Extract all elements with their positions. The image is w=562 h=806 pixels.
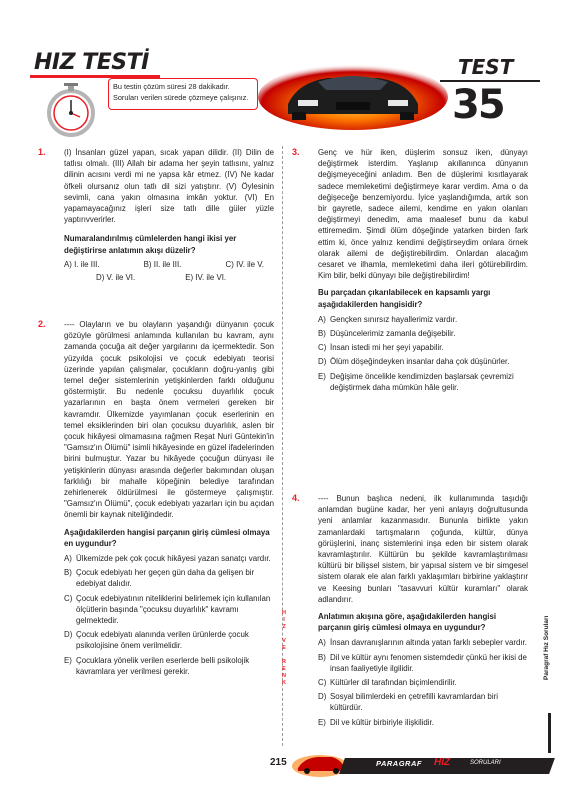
- sports-car-image: [258, 52, 448, 130]
- question-1: [38, 147, 274, 283]
- option-b[interactable]: B) II. ile III.: [143, 259, 182, 269]
- option-d[interactable]: D) V. ile VI.: [96, 273, 136, 283]
- option-b[interactable]: B) Düşüncelerimiz zamanla değişebilir.: [318, 329, 456, 339]
- page-number: 215: [270, 757, 287, 768]
- option-a[interactable]: A) Gençken sınırsız hayallerimiz vardır.: [318, 314, 458, 324]
- question-text: (I) İnsanları güzel yapan, sıcak yapan dilidir. (II) Dilin de tatlısı olmalı. (III) Allah bir adama her şeyin tatlısını, yalnız dilinin acısını verdi mi ne yapsa kâr etmez. (IV) Ne kadar öfkeli olursanız olun tatlı dil sizi yatıştırır. (V) Öylesinin sevimli, cana yakın olmasına imkân yoktur. (VI) En yapamayacağınız işleri size tatlı dille güler yüzle yaptırıvverirler.: [64, 148, 274, 225]
- footer-hiz: HIZ: [434, 757, 451, 768]
- option-e[interactable]: E) Değişime öncelikle kendimizden başlarsak çevremizi değiştirmek daha mümkün hâle gelir.: [318, 371, 514, 392]
- question-text: ---- Olayların ve bu olayların yaşandığı dünyanın çocuk gözüyle görülmesi anlamında kullanılan bu kavram, aynı zamanda çocuğa ait değer yargılarını da içermektedir. Son yüzyılda çocuk psikolojisi ve çocuk edebiyatı teorisi üzerinde yapılan çalışmalar, çocukların doğru-yanlış gibi temel değer sistemlerinin yetişkinlerden farklı olduğunu göstermiştir. Bu nedenle çocuksu duyarlılık çocuk yazarlarının en başta önem vermeleri gereken bir kavramdır. Ülkemizde yayımlanan çocuk eserlerinin en temel eksiklerinden biri olan çocuksu duyarlılık, aslen bir çocuk hikâyesi olmamasına rağmen Reşat Nuri Güntekin'in "Gamsız'ın Ölümü" isimli hikâyesinde en güzel ifadelerinden birini bulmuştur. Yazar bu hikâyede çocuğun dünyası ile yetişkinlerin dünyası arasında değerler bakımından oluşan farklılığı bir mahalle köpeğinin belediye tarafından zehirlenerek öldürülmesi ile göstermeye çalışmıştır. "Gamsız'ın Ölümü", çocuk edebiyatı yazarları için bu açıdan önemli bir kaynak niteliğindedir.: [64, 320, 274, 520]
- question-stem: Anlatımın akışına göre, aşağıdakilerden hangisi parçanın giriş cümlesi olmaya en uygundur?: [318, 612, 497, 633]
- option-e[interactable]: E) Dil ve kültür birbiriyle ilişkilidir.: [318, 717, 434, 727]
- info-line-1: Bu testin çözüm süresi 28 dakikadır.: [113, 82, 230, 91]
- option-b[interactable]: B) Dil ve kültür aynı fenomen sistemdedir çünkü her ikisi de insan faaliyetiyle ilgilidir.: [318, 652, 527, 673]
- question-number: 1.: [38, 147, 46, 157]
- stopwatch-icon: [42, 82, 100, 140]
- option-e[interactable]: E) IV. ile VI.: [185, 273, 227, 283]
- question-text: ---- Bunun başlıca nedeni, ilk kullanımında taşıdığı anlamdan bugüne kadar, her yeni anlayış doğrultusunda yeni anlamlar kazanmasıdır. Bununla birlikte yakın zamanlardaki tartışmaların çoğunda, kültür, dünya görüşlerini, inanç sistemlerini inşa eden bir sistem olarak kavramlaştırılır. Kültürün bu şekilde kavramlaştırılması kültürü bir bilişsel sistem, bir yapısal sistem ve bir simgesel sistem olarak ele alan farklı yaklaşımları birbirine yaklaştırır ve Keesing bunları "tasavvuri kültür kuramları" olarak adlandırır.: [318, 494, 528, 604]
- question-3: [292, 147, 528, 393]
- side-bar: [548, 713, 551, 753]
- question-number: 4.: [292, 493, 300, 503]
- option-a[interactable]: A) İnsan davranışlarının altında yatan farklı sebepler vardır.: [318, 638, 527, 648]
- option-a[interactable]: A) I. ile III.: [64, 259, 100, 269]
- test-label: TEST: [458, 55, 514, 79]
- question-4: [292, 493, 528, 728]
- vertical-hiz-ve-renk: H I Z V E R E N K: [282, 610, 286, 686]
- footer-sorulari: SORULARI: [470, 760, 501, 766]
- option-b[interactable]: B) Çocuk edebiyatı her geçen gün daha da gelişen bir edebiyat dalıdır.: [64, 568, 255, 589]
- question-text: Genç ve hür iken, düşlerim sonsuz iken, dünyayı değiştirmek isterdim. Yaşlanıp akıllanınca dünyanın değişmeyeceğini anladım. Ben de düşlerimi kısıtlayarak sadece memleketimi değiştirmeye karar verdim. Ama o da değişeceğe benzemiyordu. İyice yaşlandığımda, artık son bir gayretle, sadece ailemi, kendime en yakın olanları değiştirmeyi denedim, ama maalesef bunu da kabul ettiremedim. Şimdi ölüm döşeğinde yatarken birden fark ettim ki, önce yalnız kendimi değiştirseydim onlara örnek olarak ailemi de değiştirebilirdim. Onlardan alacağım cesaret ve ilhamla, memleketimi daha ileri götürebilirdim. Kim bilir, belki dünyayı bile değiştirebilirdim!: [318, 148, 528, 281]
- side-label: Paragraf Hız Soruları: [543, 615, 550, 680]
- option-d[interactable]: D) Çocuk edebiyatı alanında verilen ürünlerde çocuk psikolojisine önem verilmelidir.: [64, 630, 249, 651]
- question-2: [38, 319, 274, 677]
- option-c[interactable]: C) İnsan istedi mi her şeyi yapabilir.: [318, 343, 444, 353]
- info-line-2: Soruları verilen sürede çözmeye çalışınız.: [113, 93, 249, 102]
- option-c[interactable]: C) IV. ile V.: [225, 259, 264, 269]
- option-d[interactable]: D) Ölüm döşeğindeyken insanlar daha çok düşünürler.: [318, 357, 510, 367]
- option-c[interactable]: C) Kültürler dil tarafından biçimlendirilir.: [318, 678, 457, 688]
- test-number: 35: [452, 82, 504, 128]
- footer-paragraf: PARAGRAF: [376, 759, 422, 768]
- option-e[interactable]: E) Çocuklara yönelik verilen eserlerde belli psikolojik kavramlara yer verilmesi gerekir.: [64, 655, 250, 676]
- option-c[interactable]: C) Çocuk edebiyatının niteliklerini belirlemek için kullanılan ölçütlerin başında "çocuksu duyarlılık" kavramı gelmektedir.: [64, 593, 271, 626]
- question-number: 2.: [38, 319, 46, 329]
- hiz-testi-logo: HIZ TESTİ: [34, 50, 149, 75]
- page-header: [0, 0, 562, 142]
- time-info-box: [108, 78, 258, 110]
- question-stem: Bu parçadan çıkarılabilecek en kapsamlı yargı aşağıdakilerden hangisidir?: [318, 288, 491, 309]
- option-d[interactable]: D) Sosyal bilimlerdeki en çetrefilli kavramlardan biri kültürdür.: [318, 692, 498, 713]
- question-stem: Numaralandırılmış cümlelerden hangi ikisi yer değiştirirse anlatımın akışı düzelir?: [64, 234, 237, 255]
- option-a[interactable]: A) Ülkemizde pek çok çocuk hikâyesi yazan sanatçı vardır.: [64, 554, 271, 564]
- question-number: 3.: [292, 147, 300, 157]
- options-row-2: [64, 272, 274, 283]
- question-stem: Aşağıdakilerden hangisi parçanın giriş cümlesi olmaya en uygundur?: [64, 527, 270, 548]
- options-row-1: [64, 259, 264, 270]
